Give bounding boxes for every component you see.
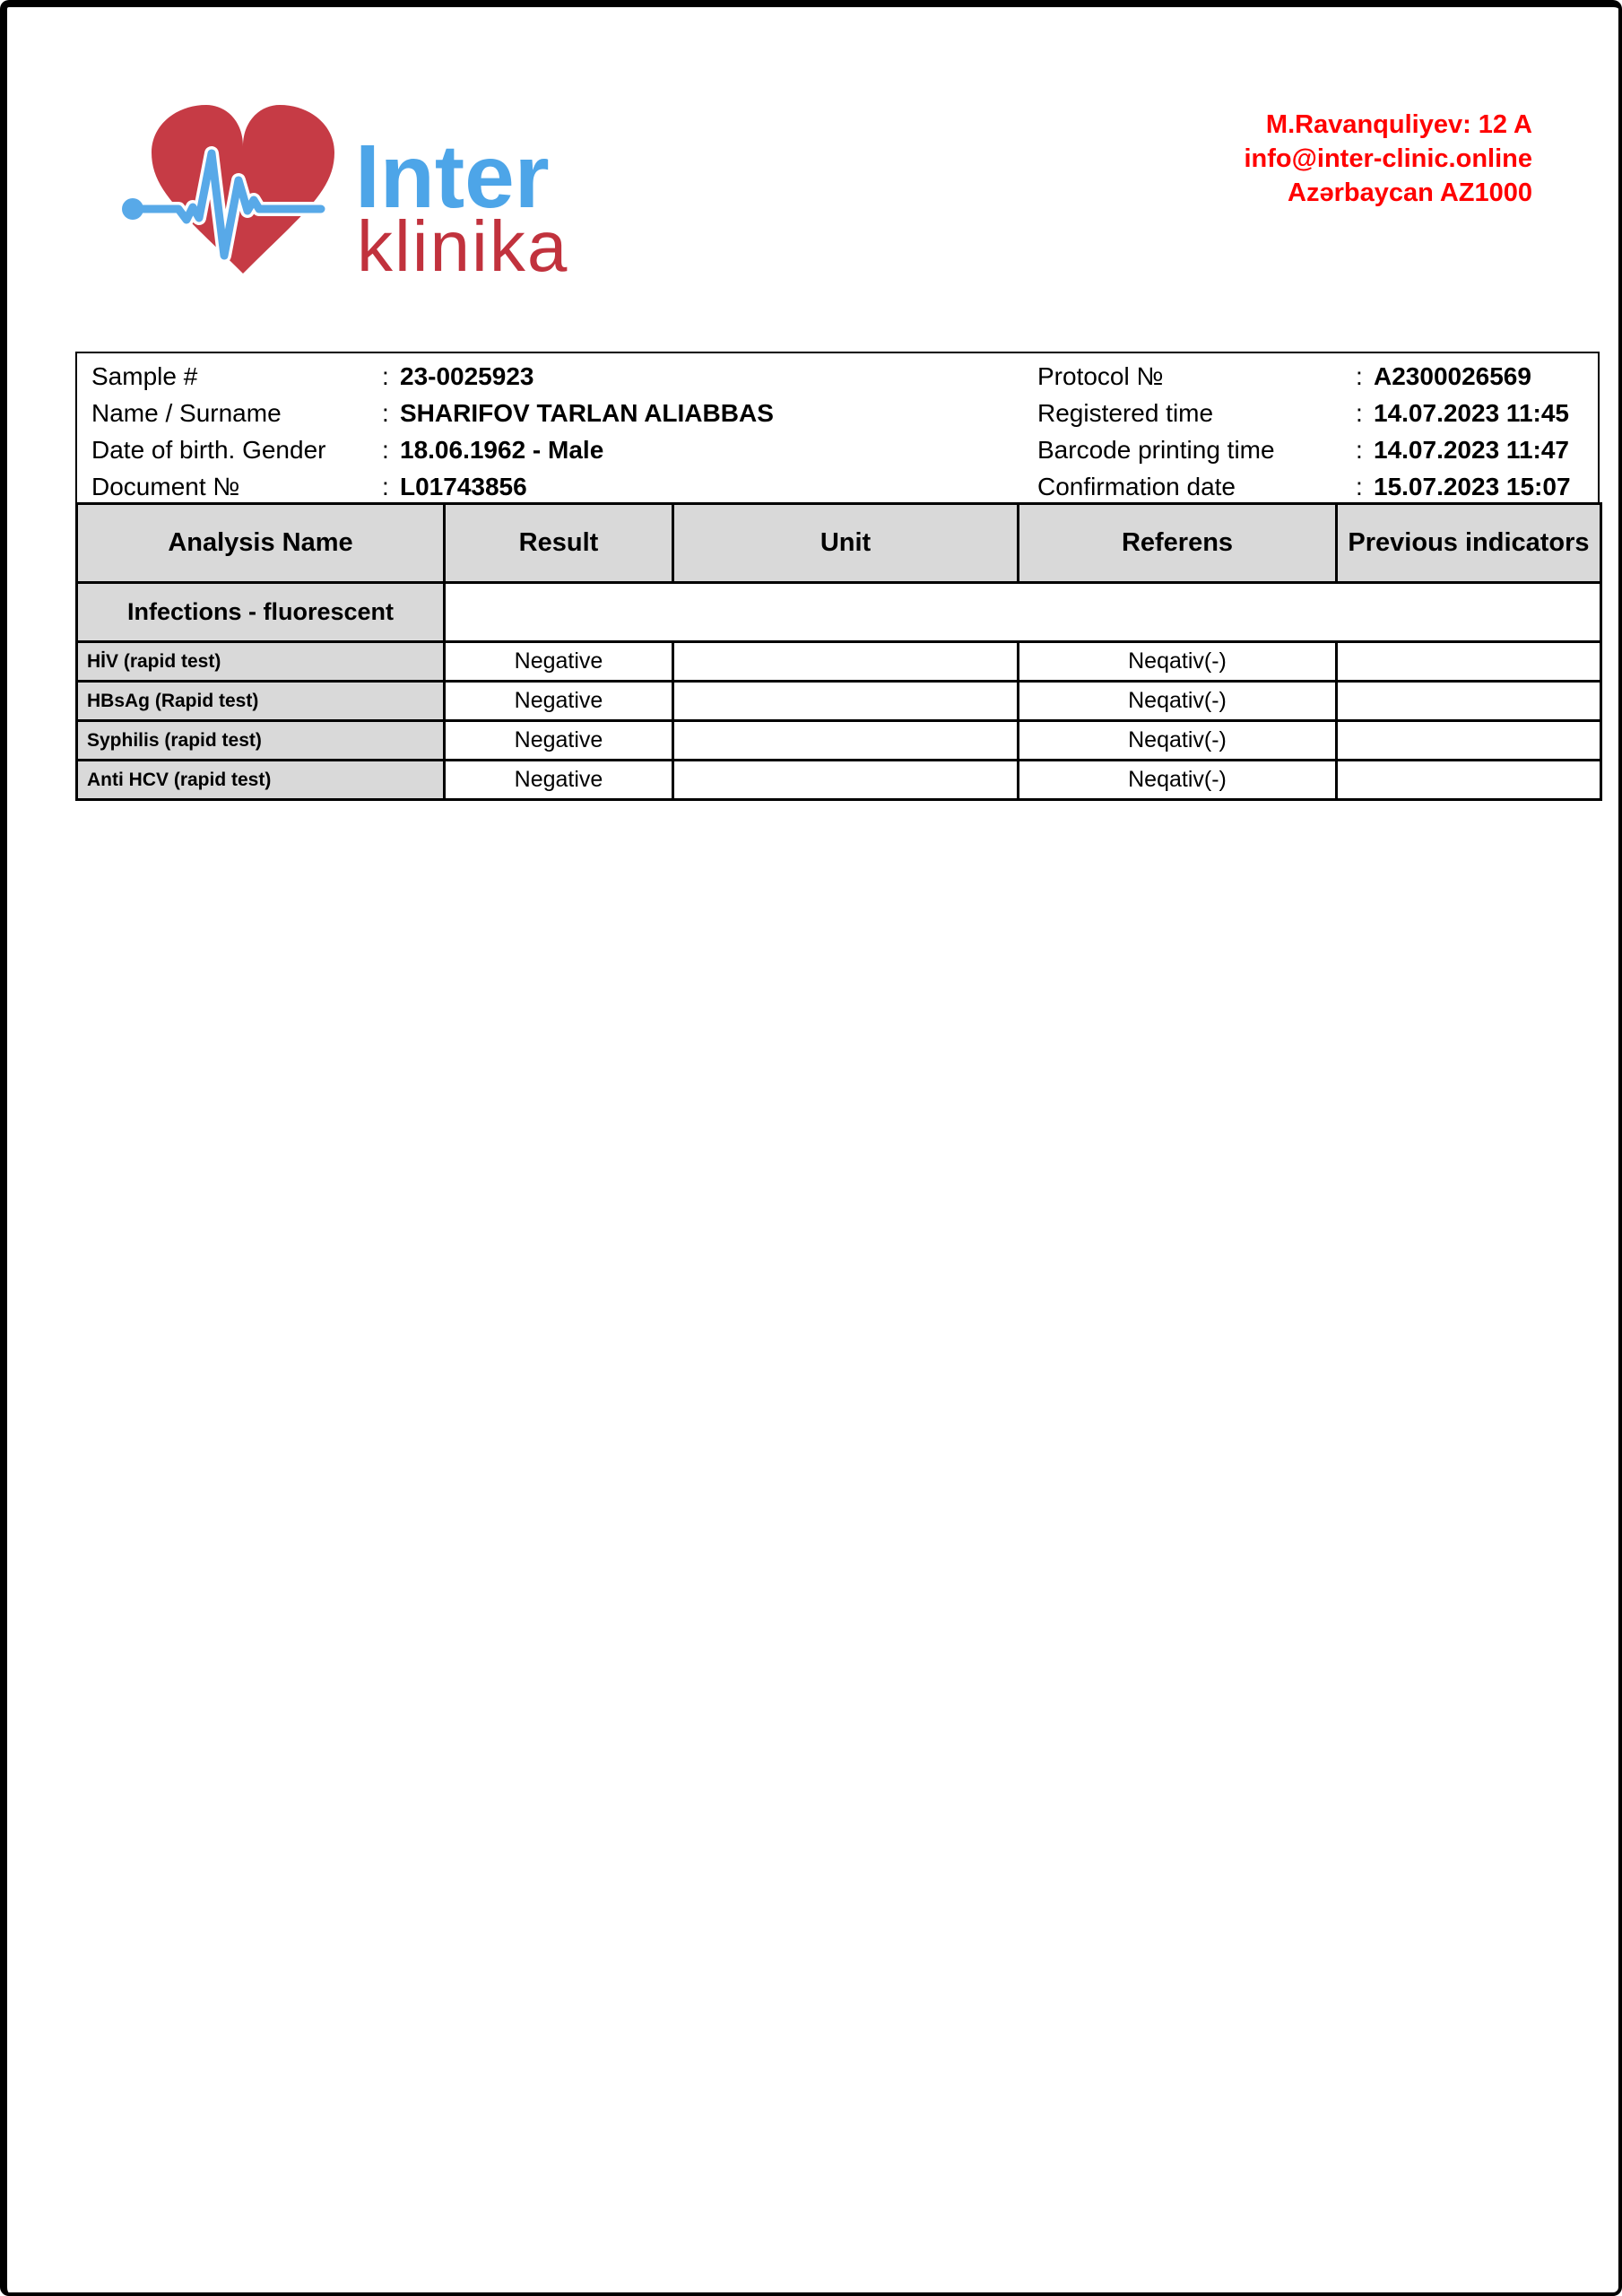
info-colon: : [382, 399, 389, 427]
referens-cell: Neqativ(-) [1019, 721, 1337, 761]
info-row-protocol [1037, 358, 1593, 395]
previous-indicators-cell [1337, 761, 1601, 800]
section-row-empty [445, 583, 1601, 642]
info-label: Date of birth. Gender [91, 436, 326, 464]
unit-cell [673, 682, 1019, 721]
info-label: Barcode printing time [1037, 436, 1275, 464]
table-header-row [77, 504, 1601, 583]
unit-cell [673, 642, 1019, 682]
info-colon: : [382, 473, 389, 500]
info-value: L01743856 [400, 473, 527, 500]
info-colon: : [1356, 473, 1363, 500]
table-row [77, 721, 1601, 761]
info-label: Name / Surname [91, 399, 282, 427]
info-label: Protocol № [1037, 362, 1164, 390]
info-colon: : [1356, 399, 1363, 427]
previous-indicators-cell [1337, 642, 1601, 682]
column-header-referens: Referens [1019, 504, 1337, 583]
info-value: SHARIFOV TARLAN ALIABBAS [400, 399, 774, 427]
analysis-name-cell: Anti HCV (rapid test) [77, 761, 445, 800]
info-label: Document № [91, 473, 240, 500]
referens-cell: Neqativ(-) [1019, 761, 1337, 800]
table-row [77, 682, 1601, 721]
previous-indicators-cell [1337, 721, 1601, 761]
clinic-contact-block [1244, 108, 1532, 210]
column-header-unit: Unit [673, 504, 1019, 583]
section-title: Infections - fluorescent [77, 583, 445, 642]
info-label: Registered time [1037, 399, 1214, 427]
info-value: 14.07.2023 11:45 [1374, 399, 1569, 427]
contact-country: Azərbaycan AZ1000 [1288, 178, 1532, 207]
column-header-result: Result [445, 504, 673, 583]
info-row-document [91, 468, 898, 505]
analysis-name-cell: HİV (rapid test) [77, 642, 445, 682]
result-cell: Negative [445, 642, 673, 682]
table-row [77, 642, 1601, 682]
clinic-logo [75, 40, 595, 296]
result-cell: Negative [445, 761, 673, 800]
patient-info-box [75, 352, 1600, 504]
info-row-name [91, 395, 898, 431]
info-value: 23-0025923 [400, 362, 534, 390]
info-value: 18.06.1962 - Male [400, 436, 604, 464]
unit-cell [673, 761, 1019, 800]
info-row-barcode [1037, 431, 1593, 468]
info-value: 14.07.2023 11:47 [1374, 436, 1569, 464]
column-header-previous-indicators: Previous indicators [1337, 504, 1601, 583]
analysis-name-cell: Syphilis (rapid test) [77, 721, 445, 761]
contact-address: M.Ravanquliyev: 12 A [1265, 110, 1532, 139]
info-row-birth-gender [91, 431, 898, 468]
result-cell: Negative [445, 682, 673, 721]
result-cell: Negative [445, 721, 673, 761]
info-label: Sample # [91, 362, 198, 390]
analysis-name-cell: HBsAg (Rapid test) [77, 682, 445, 721]
info-value: A2300026569 [1374, 362, 1531, 390]
info-colon: : [1356, 436, 1363, 464]
info-row-registered [1037, 395, 1593, 431]
patient-info-left-column [91, 358, 898, 505]
previous-indicators-cell [1337, 682, 1601, 721]
info-value: 15.07.2023 15:07 [1374, 473, 1571, 500]
info-colon: : [1356, 362, 1363, 390]
info-row-confirmation [1037, 468, 1593, 505]
brand-name-secondary: klinika [357, 206, 569, 286]
table-row [77, 761, 1601, 800]
referens-cell: Neqativ(-) [1019, 682, 1337, 721]
section-row [77, 583, 1601, 642]
info-label: Confirmation date [1037, 473, 1236, 500]
ekg-dot [122, 198, 143, 220]
contact-email: info@inter-clinic.online [1244, 144, 1532, 173]
info-colon: : [382, 436, 389, 464]
info-row-sample [91, 358, 898, 395]
column-header-analysis-name: Analysis Name [77, 504, 445, 583]
info-colon: : [382, 362, 389, 390]
referens-cell: Neqativ(-) [1019, 642, 1337, 682]
results-table [75, 502, 1602, 801]
unit-cell [673, 721, 1019, 761]
brand-name-primary: Inter [355, 126, 550, 227]
patient-info-right-column [1037, 358, 1593, 505]
